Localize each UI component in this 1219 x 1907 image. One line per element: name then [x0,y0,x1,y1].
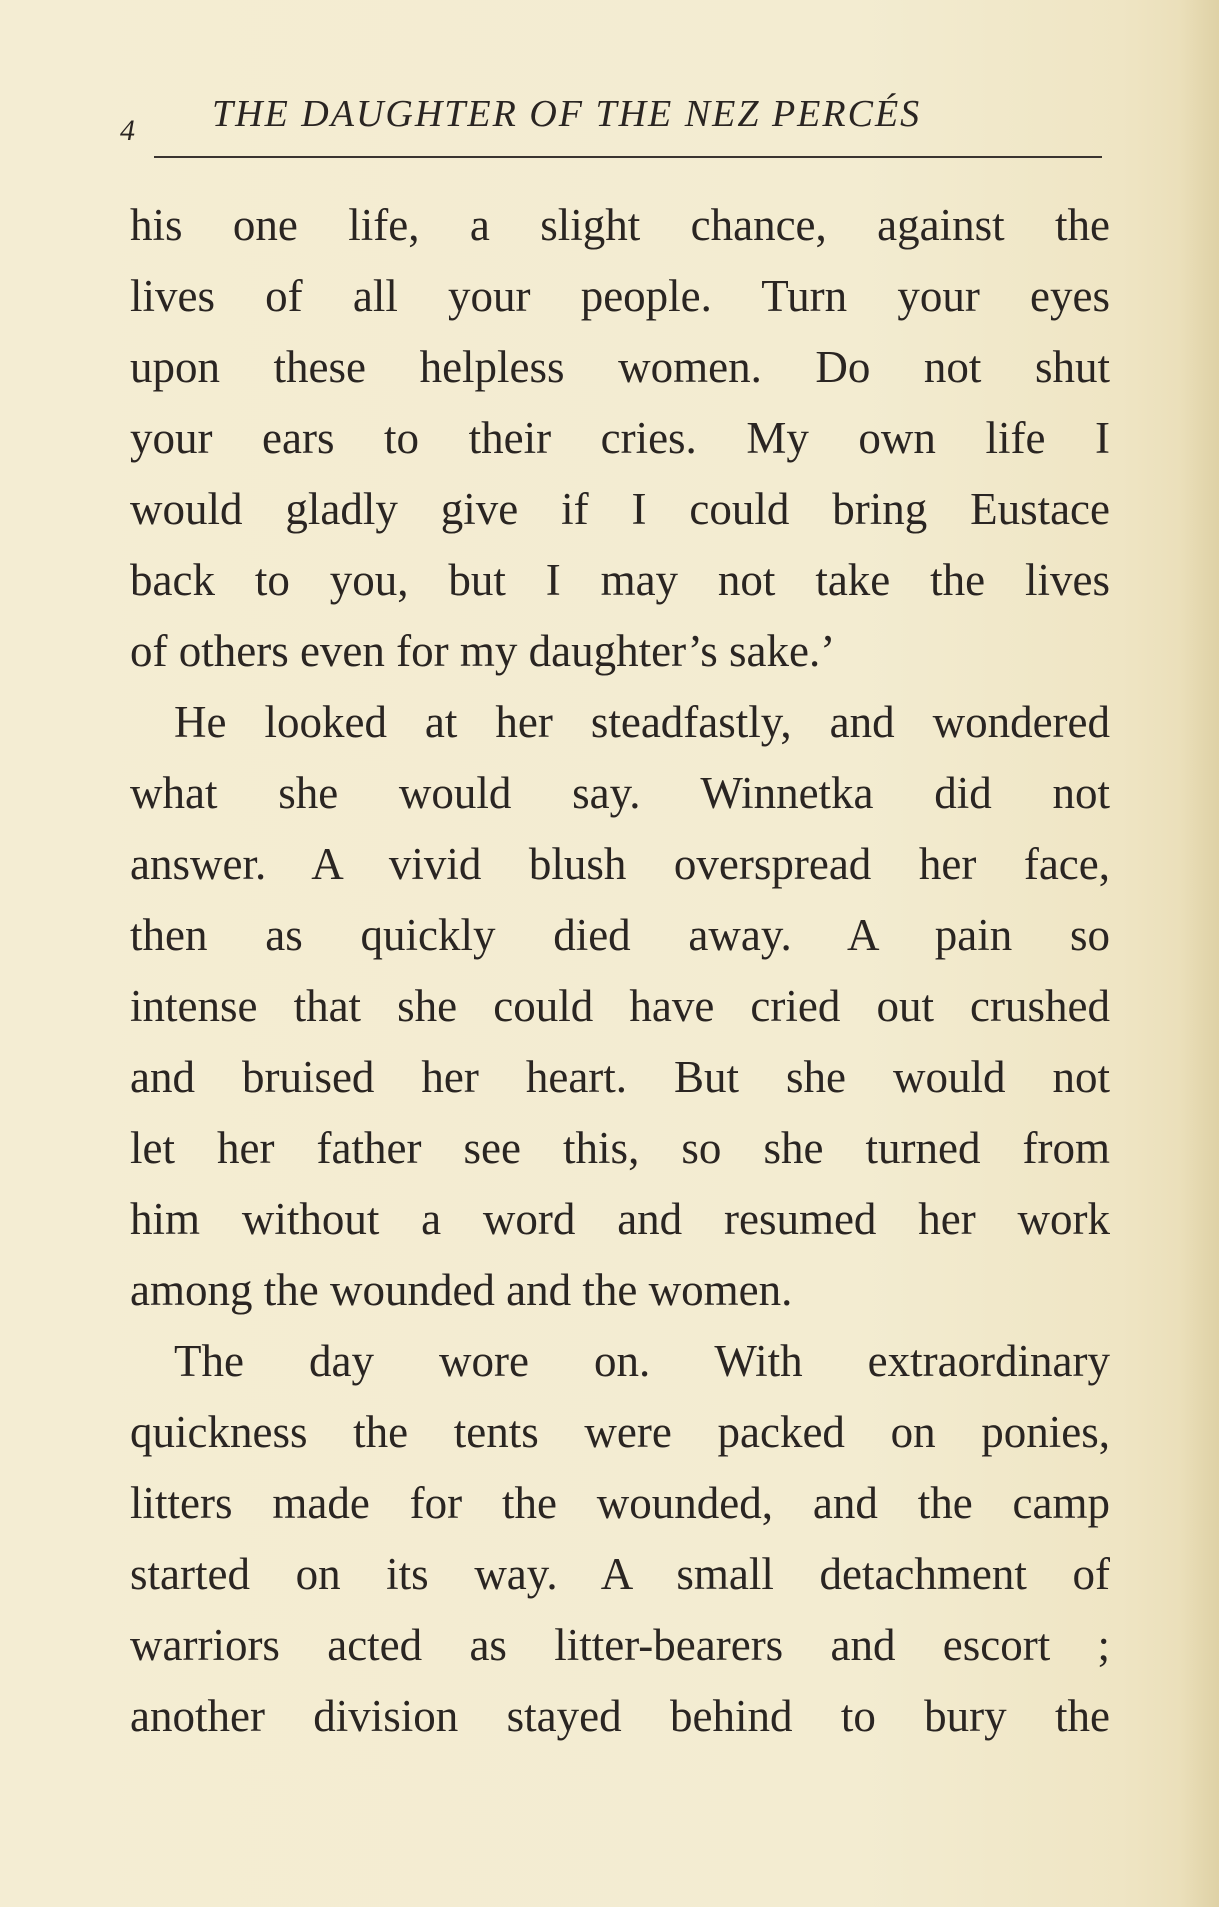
page-header [120,92,1100,152]
text-line: quickness the tents were packed on ponies, [130,1407,1110,1457]
text-line: another division stayed behind to bury the [130,1691,1110,1741]
text-line: litters made for the wounded, and the camp [130,1478,1110,1528]
text-line: let her father see this, so she turned from [130,1123,1110,1173]
text-line: would gladly give if I could bring Eustace [130,484,1110,534]
running-title: THE DAUGHTER OF THE NEZ PERCÉS [212,93,922,135]
page-number: 4 [120,114,135,147]
text-line: upon these helpless women. Do not shut [130,342,1110,392]
body-text [130,190,1110,1752]
text-line: among the wounded and the women. [130,1265,793,1315]
text-line: He looked at her steadfastly, and wondered [174,697,1110,747]
text-line: him without a word and resumed her work [130,1194,1110,1244]
text-line: started on its way. A small detachment of [130,1549,1110,1599]
text-line: intense that she could have cried out crushed [130,981,1110,1031]
page-edge-shading [1179,0,1219,1907]
text-line: answer. A vivid blush overspread her face, [130,839,1110,889]
text-line: warriors acted as litter-bearers and escort ; [130,1620,1110,1670]
text-line: your ears to their cries. My own life I [130,413,1110,463]
text-line: lives of all your people. Turn your eyes [130,271,1110,321]
text-line: then as quickly died away. A pain so [130,910,1110,960]
text-line: back to you, but I may not take the lives [130,555,1110,605]
text-line: and bruised her heart. But she would not [130,1052,1110,1102]
text-line: what she would say. Winnetka did not [130,768,1110,818]
header-rule [154,156,1102,158]
text-line: his one life, a slight chance, against the [130,200,1110,250]
text-line: The day wore on. With extraordinary [174,1336,1110,1386]
text-line: of others even for my daughter’s sake.’ [130,626,836,676]
